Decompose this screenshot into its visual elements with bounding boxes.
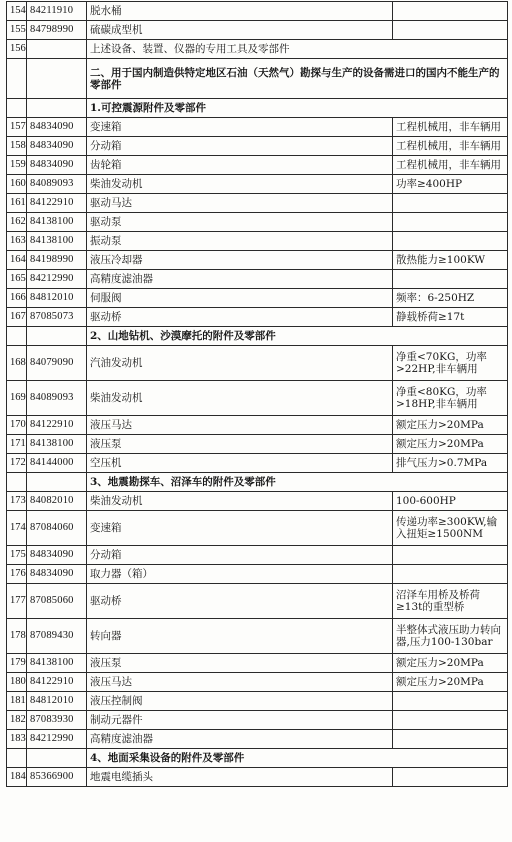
hs-code: 84834090 <box>27 565 87 584</box>
hs-code <box>27 749 87 768</box>
hs-code: 84211910 <box>27 2 87 21</box>
table-row <box>7 118 508 137</box>
row-number: 174 <box>7 511 27 546</box>
item-note: 散热能力≥100KW <box>393 251 508 270</box>
table-row <box>7 511 508 546</box>
item-name: 制动元器件 <box>87 711 393 730</box>
table-row <box>7 308 508 327</box>
hs-code: 84834090 <box>27 546 87 565</box>
hs-code: 84144000 <box>27 454 87 473</box>
table-row <box>7 346 508 381</box>
row-number <box>7 99 27 118</box>
item-name: 硫碳成型机 <box>87 21 393 40</box>
item-note: 净重<70KG，功率>22HP,非车辆用 <box>393 346 508 381</box>
item-name: 驱动泵 <box>87 213 393 232</box>
item-name: 分动箱 <box>87 546 393 565</box>
item-name: 液压泵 <box>87 654 393 673</box>
item-note <box>393 565 508 584</box>
item-name: 上述设备、装置、仪器的专用工具及零部件 <box>87 40 508 59</box>
row-number: 181 <box>7 692 27 711</box>
hs-code <box>27 473 87 492</box>
hs-code: 84212990 <box>27 730 87 749</box>
item-name: 振动泵 <box>87 232 393 251</box>
table-row <box>7 251 508 270</box>
row-number: 170 <box>7 416 27 435</box>
row-number: 156 <box>7 40 27 59</box>
row-number: 161 <box>7 194 27 213</box>
item-note: 额定压力>20MPa <box>393 416 508 435</box>
table-row <box>7 40 508 59</box>
item-name: 高精度滤油器 <box>87 730 393 749</box>
hs-code: 84834090 <box>27 137 87 156</box>
table-body <box>7 2 508 787</box>
row-number: 172 <box>7 454 27 473</box>
row-number: 159 <box>7 156 27 175</box>
hs-code: 84138100 <box>27 654 87 673</box>
section-title: 二、用于国内制造供特定地区石油（天然气）勘探与生产的设备需进口的国内不能生产的零部件 <box>87 59 508 99</box>
row-number <box>7 327 27 346</box>
item-note: 半整体式液压助力转向器,压力100-130bar <box>393 619 508 654</box>
hs-code: 84138100 <box>27 232 87 251</box>
table-row <box>7 584 508 619</box>
table-row <box>7 730 508 749</box>
hs-code: 87089430 <box>27 619 87 654</box>
hs-code <box>27 99 87 118</box>
row-number: 180 <box>7 673 27 692</box>
item-name: 分动箱 <box>87 137 393 156</box>
subsection-title: 4、地面采集设备的附件及零部件 <box>87 749 508 768</box>
table-row <box>7 546 508 565</box>
item-name: 空压机 <box>87 454 393 473</box>
subsection-row <box>7 749 508 768</box>
item-note <box>393 21 508 40</box>
item-name: 变速箱 <box>87 118 393 137</box>
hs-code: 84812010 <box>27 289 87 308</box>
hs-code <box>27 327 87 346</box>
item-note <box>393 768 508 787</box>
table-row <box>7 270 508 289</box>
row-number: 183 <box>7 730 27 749</box>
section-row <box>7 59 508 99</box>
subsection-row <box>7 473 508 492</box>
table-row <box>7 156 508 175</box>
hs-code: 84122910 <box>27 194 87 213</box>
row-number: 168 <box>7 346 27 381</box>
hs-code: 87084060 <box>27 511 87 546</box>
item-note: 100-600HP <box>393 492 508 511</box>
item-note <box>393 194 508 213</box>
hs-code: 84198990 <box>27 251 87 270</box>
item-note <box>393 730 508 749</box>
item-note: 额定压力>20MPa <box>393 673 508 692</box>
subsection-row <box>7 99 508 118</box>
item-name: 高精度滤油器 <box>87 270 393 289</box>
table-row <box>7 289 508 308</box>
hs-code: 84089093 <box>27 381 87 416</box>
item-name: 转向器 <box>87 619 393 654</box>
item-note: 净重<80KG，功率>18HP,非车辆用 <box>393 381 508 416</box>
item-note <box>393 232 508 251</box>
hs-code: 84798990 <box>27 21 87 40</box>
item-note <box>393 692 508 711</box>
table-row <box>7 454 508 473</box>
table-row <box>7 232 508 251</box>
table-row <box>7 619 508 654</box>
item-note: 工程机械用，非车辆用 <box>393 118 508 137</box>
table-row <box>7 2 508 21</box>
table-row <box>7 654 508 673</box>
table-row <box>7 21 508 40</box>
item-note <box>393 711 508 730</box>
item-name: 汽油发动机 <box>87 346 393 381</box>
table-row <box>7 213 508 232</box>
item-note: 额定压力>20MPa <box>393 654 508 673</box>
row-number: 167 <box>7 308 27 327</box>
subsection-title: 3、地震勘探车、沼泽车的附件及零部件 <box>87 473 508 492</box>
hs-code: 87085073 <box>27 308 87 327</box>
hs-code: 87085060 <box>27 584 87 619</box>
item-name: 脱水桶 <box>87 2 393 21</box>
hs-code: 84122910 <box>27 673 87 692</box>
item-note: 排气压力>0.7MPa <box>393 454 508 473</box>
item-note: 静载桥荷≥17t <box>393 308 508 327</box>
table-row <box>7 381 508 416</box>
item-name: 驱动马达 <box>87 194 393 213</box>
hs-code: 84834090 <box>27 156 87 175</box>
item-note: 沼泽车用桥及桥荷≥13t的重型桥 <box>393 584 508 619</box>
item-note <box>393 213 508 232</box>
row-number: 162 <box>7 213 27 232</box>
hs-code: 84079090 <box>27 346 87 381</box>
item-note: 额定压力>20MPa <box>393 435 508 454</box>
row-number <box>7 749 27 768</box>
item-name: 齿轮箱 <box>87 156 393 175</box>
item-name: 地震电缆插头 <box>87 768 393 787</box>
item-name: 液压冷却器 <box>87 251 393 270</box>
item-name: 液压泵 <box>87 435 393 454</box>
hs-code: 84138100 <box>27 435 87 454</box>
row-number: 165 <box>7 270 27 289</box>
row-number: 166 <box>7 289 27 308</box>
table-row <box>7 768 508 787</box>
row-number: 164 <box>7 251 27 270</box>
hs-code: 84138100 <box>27 213 87 232</box>
table-row <box>7 435 508 454</box>
hs-code <box>27 40 87 59</box>
table-row <box>7 692 508 711</box>
table-row <box>7 673 508 692</box>
item-note <box>393 546 508 565</box>
row-number: 175 <box>7 546 27 565</box>
item-name: 伺服阀 <box>87 289 393 308</box>
hs-code: 84812010 <box>27 692 87 711</box>
item-name: 柴油发动机 <box>87 381 393 416</box>
row-number: 169 <box>7 381 27 416</box>
table-row <box>7 711 508 730</box>
row-number: 155 <box>7 21 27 40</box>
item-name: 取力器（箱） <box>87 565 393 584</box>
row-number: 177 <box>7 584 27 619</box>
item-name: 柴油发动机 <box>87 492 393 511</box>
item-name: 驱动桥 <box>87 584 393 619</box>
item-name: 柴油发动机 <box>87 175 393 194</box>
hs-code: 84089093 <box>27 175 87 194</box>
row-number: 182 <box>7 711 27 730</box>
item-note: 频率：6-250HZ <box>393 289 508 308</box>
subsection-title: 1.可控震源附件及零部件 <box>87 99 508 118</box>
hs-code: 87083930 <box>27 711 87 730</box>
item-name: 液压马达 <box>87 673 393 692</box>
hs-code: 84212990 <box>27 270 87 289</box>
table-row <box>7 175 508 194</box>
row-number: 157 <box>7 118 27 137</box>
row-number: 158 <box>7 137 27 156</box>
item-note: 传递功率≥300KW,输入扭矩≥1500NM <box>393 511 508 546</box>
row-number: 163 <box>7 232 27 251</box>
row-number: 154 <box>7 2 27 21</box>
row-number: 173 <box>7 492 27 511</box>
hs-code <box>27 59 87 99</box>
row-number: 160 <box>7 175 27 194</box>
item-note <box>393 2 508 21</box>
item-note <box>393 270 508 289</box>
hs-code: 84082010 <box>27 492 87 511</box>
row-number: 176 <box>7 565 27 584</box>
row-number: 184 <box>7 768 27 787</box>
row-number <box>7 59 27 99</box>
hs-code: 84834090 <box>27 118 87 137</box>
item-name: 变速箱 <box>87 511 393 546</box>
table-row <box>7 492 508 511</box>
row-number: 171 <box>7 435 27 454</box>
row-number: 179 <box>7 654 27 673</box>
hs-code: 84122910 <box>27 416 87 435</box>
subsection-title: 2、山地钻机、沙漠摩托的附件及零部件 <box>87 327 508 346</box>
item-name: 液压马达 <box>87 416 393 435</box>
item-note: 工程机械用，非车辆用 <box>393 156 508 175</box>
row-number: 178 <box>7 619 27 654</box>
item-name: 驱动桥 <box>87 308 393 327</box>
row-number <box>7 473 27 492</box>
table-row <box>7 565 508 584</box>
subsection-row <box>7 327 508 346</box>
table-row <box>7 137 508 156</box>
item-name: 液压控制阀 <box>87 692 393 711</box>
item-note: 功率≥400HP <box>393 175 508 194</box>
table-row <box>7 416 508 435</box>
item-note: 工程机械用，非车辆用 <box>393 137 508 156</box>
table-row <box>7 194 508 213</box>
tariff-table <box>6 1 508 787</box>
hs-code: 85366900 <box>27 768 87 787</box>
